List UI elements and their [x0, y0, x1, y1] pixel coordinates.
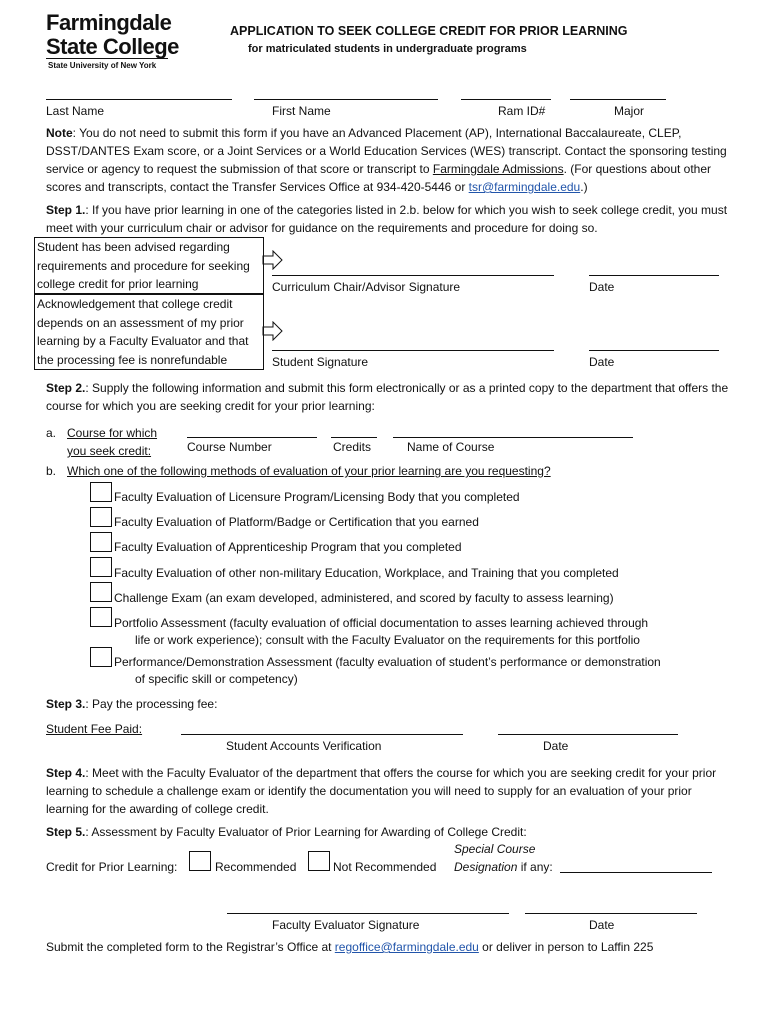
course-label-1: Course for which	[67, 426, 158, 440]
course-name-label: Name of Course	[407, 440, 495, 454]
form-title: APPLICATION TO SEEK COLLEGE CREDIT FOR PRIOR LEARNING	[230, 24, 628, 38]
student-date-label: Date	[589, 355, 615, 369]
step4-text: : Meet with the Faculty Evaluator of the department that offers the course for which you are seeking credit for your prior learning to schedule a challenge exam or identify the documentation you will need to supply for an evaluation of your prior learning for the awarding of college credit.	[46, 766, 717, 816]
step4-label: Step 4.	[46, 766, 86, 780]
fee-verification-label: Student Accounts Verification	[226, 739, 382, 753]
designation-word: Designation	[454, 860, 518, 874]
step4-paragraph	[46, 764, 736, 818]
option-performance-label-2: of specific skill or competency)	[135, 672, 298, 686]
student-signature-label: Student Signature	[272, 355, 369, 369]
option-certification-checkbox[interactable]	[90, 507, 112, 527]
option-portfolio-checkbox[interactable]	[90, 607, 112, 627]
admissions-link[interactable]: Farmingdale Admissions	[432, 162, 564, 176]
ram-id-label: Ram ID#	[498, 104, 546, 118]
special-designation-line[interactable]	[560, 872, 712, 873]
registrar-email-link[interactable]: regoffice@farmingdale.edu	[334, 940, 479, 954]
last-name-line[interactable]	[46, 99, 232, 100]
special-course-label: Special Course	[454, 842, 536, 856]
note-text-2: . (For questions about other scores and transcripts, contact the Transfer Services Office at 934-420-5446 or	[46, 162, 712, 194]
step3-label: Step 3.	[46, 697, 86, 711]
option-training-label: Faculty Evaluation of other non-military Education, Workplace, and Training that you completed	[114, 566, 619, 580]
last-name-label: Last Name	[46, 104, 105, 118]
option-licensure-label: Faculty Evaluation of Licensure Program/Licensing Body that you completed	[114, 490, 520, 504]
step1-label: Step 1.	[46, 203, 86, 217]
logo-line-1: Farmingdale	[46, 10, 172, 35]
note-text-3: .)	[580, 180, 588, 194]
recommended-checkbox[interactable]	[189, 851, 211, 871]
credits-line[interactable]	[331, 437, 377, 438]
option-portfolio-label: Portfolio Assessment (faculty evaluation of official documentation to asses learning achieved through	[114, 616, 649, 630]
step3-heading	[46, 697, 217, 711]
designation-if-any: if any:	[517, 860, 553, 874]
fee-date-label: Date	[543, 739, 569, 753]
option-performance-checkbox[interactable]	[90, 647, 112, 667]
not-recommended-checkbox[interactable]	[308, 851, 330, 871]
ram-id-line[interactable]	[461, 99, 551, 100]
form-subtitle: for matriculated students in undergraduate programs	[248, 43, 527, 55]
course-number-line[interactable]	[187, 437, 317, 438]
fee-verification-line[interactable]	[181, 734, 463, 735]
credit-for-prior-learning-label: Credit for Prior Learning:	[46, 860, 178, 874]
recommended-label: Recommended	[215, 860, 297, 874]
step2-text: : Supply the following information and submit this form electronically or as a printed copy to the department that offers the course for which you are seeking credit for your prior learning:	[46, 381, 729, 413]
option-apprenticeship-checkbox[interactable]	[90, 532, 112, 552]
student-signature-line[interactable]	[272, 350, 554, 351]
course-label-2: you seek credit:	[67, 444, 152, 458]
evaluator-date-label: Date	[589, 918, 615, 932]
item-b-marker: b.	[46, 464, 57, 478]
step2-paragraph	[46, 379, 736, 415]
evaluation-method-question: Which one of the following methods of evaluation of your prior learning are you requesting?	[67, 464, 551, 478]
arrow-right-icon	[262, 250, 284, 270]
step5-label: Step 5.	[46, 825, 86, 839]
evaluator-signature-label: Faculty Evaluator Signature	[272, 918, 420, 932]
course-number-label: Course Number	[187, 440, 272, 454]
major-line[interactable]	[570, 99, 666, 100]
fee-paid-label: Student Fee Paid:	[46, 722, 143, 736]
advised-box: Student has been advised regarding requirements and procedure for seeking college credit for prior learning	[34, 237, 264, 294]
first-name-line[interactable]	[254, 99, 438, 100]
option-licensure-checkbox[interactable]	[90, 482, 112, 502]
step1-text: : If you have prior learning in one of the categories listed in 2.b. below for which you wish to seek college credit, you must meet with your curriculum chair or advisor for guidance on the requirements and procedure for doing so.	[46, 203, 728, 235]
advisor-signature-label: Curriculum Chair/Advisor Signature	[272, 280, 461, 294]
course-name-line[interactable]	[393, 437, 633, 438]
evaluator-signature-line[interactable]	[227, 913, 509, 914]
step1-paragraph	[46, 201, 736, 237]
special-designation-label	[454, 860, 553, 874]
first-name-label: First Name	[272, 104, 331, 118]
step2-label: Step 2.	[46, 381, 86, 395]
footer-text-1: Submit the completed form to the Registrar’s Office at	[46, 940, 335, 954]
acknowledgement-box: Acknowledgement that college credit depends on an assessment of my prior learning by a Faculty Evaluator and that the processing fee is nonrefundable	[34, 294, 264, 370]
not-recommended-label: Not Recommended	[333, 860, 437, 874]
step5-text: : Assessment by Faculty Evaluator of Prior Learning for Awarding of College Credit:	[85, 825, 527, 839]
note-text-1: : You do not need to submit this form if you have an Advanced Placement (AP), International Baccalaureate, CLEP, DSST/DANTES Exam score, or a Joint Services or a World Education Services (WES) transcript. Contact the sponsoring testing service or agency to request the submission of that score or transcript to	[46, 126, 727, 176]
footer-text-2: or deliver in person to Laffin 225	[478, 940, 654, 954]
option-challenge-exam-checkbox[interactable]	[90, 582, 112, 602]
advisor-date-label: Date	[589, 280, 615, 294]
arrow-right-icon	[262, 321, 284, 341]
submit-instructions	[46, 940, 653, 954]
logo-line-3: State University of New York	[48, 61, 157, 70]
advisor-signature-line[interactable]	[272, 275, 554, 276]
option-performance-label: Performance/Demonstration Assessment (faculty evaluation of student’s performance or demonstration	[114, 655, 661, 669]
student-date-line[interactable]	[589, 350, 719, 351]
evaluator-date-line[interactable]	[525, 913, 697, 914]
fee-date-line[interactable]	[498, 734, 678, 735]
option-certification-label: Faculty Evaluation of Platform/Badge or Certification that you earned	[114, 515, 479, 529]
option-portfolio-label-2: life or work experience); consult with the Faculty Evaluator on the requirements for this portfolio	[135, 633, 640, 647]
option-training-checkbox[interactable]	[90, 557, 112, 577]
option-challenge-exam-label: Challenge Exam (an exam developed, administered, and scored by faculty to assess learning)	[114, 591, 614, 605]
note-label: Note	[46, 126, 73, 140]
logo-divider	[46, 58, 168, 59]
advisor-date-line[interactable]	[589, 275, 719, 276]
step5-heading	[46, 825, 527, 839]
note-paragraph	[46, 124, 736, 196]
option-apprenticeship-label: Faculty Evaluation of Apprenticeship Program that you completed	[114, 540, 462, 554]
major-label: Major	[614, 104, 645, 118]
step3-text: : Pay the processing fee:	[85, 697, 218, 711]
item-a-marker: a.	[46, 426, 57, 440]
tsr-email-link[interactable]: tsr@farmingdale.edu	[468, 180, 581, 194]
logo-line-2: State College	[46, 34, 179, 59]
credits-label: Credits	[333, 440, 372, 454]
